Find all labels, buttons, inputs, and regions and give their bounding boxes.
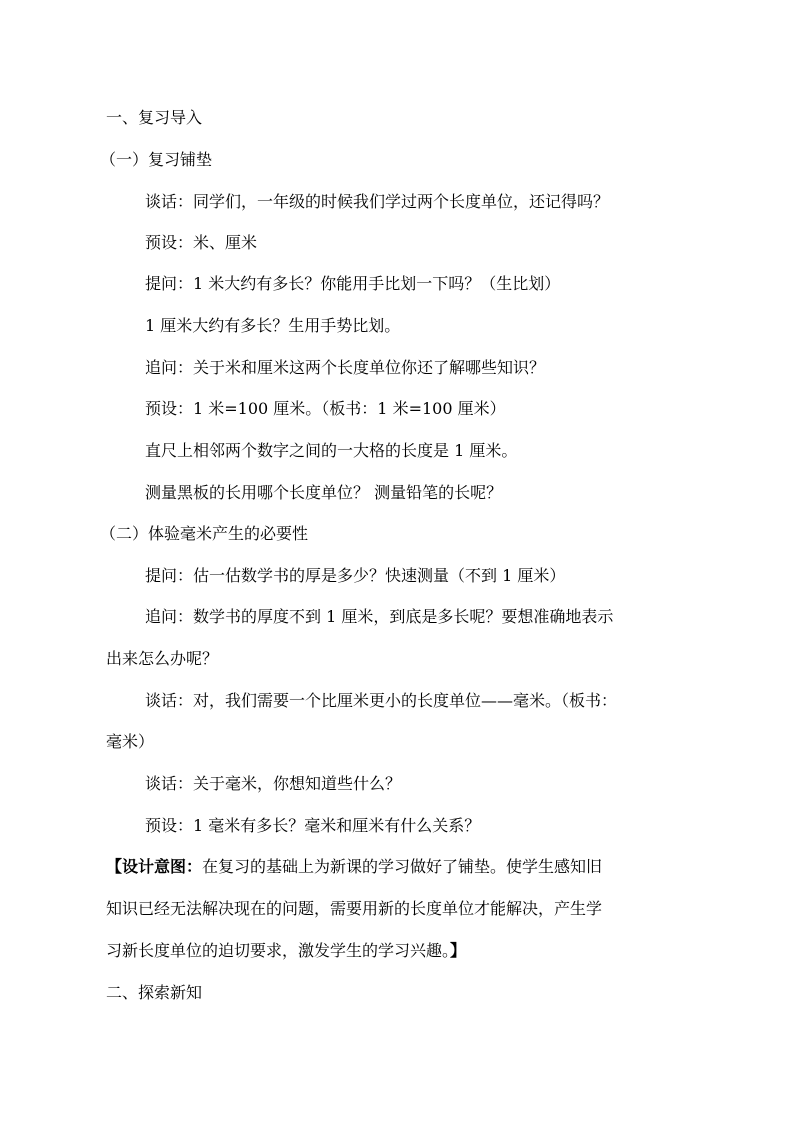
review-paragraph-5: 追问：关于米和厘米这两个长度单位你还了解哪些知识？ <box>145 358 546 377</box>
design-intent-label: 【设计意图： <box>106 857 203 876</box>
review-paragraph-4: 1 厘米大约有多长？生用手势比划。 <box>145 316 401 335</box>
experience-paragraph-2-line-1: 追问：数学书的厚度不到 1 厘米，到底是多长呢？要想准确地表示 <box>145 607 614 626</box>
experience-paragraph-2-line-2: 出来怎么办呢？ <box>106 649 219 668</box>
experience-paragraph-1: 提问：估一估数学书的厚是多少？快速测量（不到 1 厘米） <box>145 566 566 585</box>
review-paragraph-3: 提问：1 米大约有多长？你能用手比划一下吗？（生比划） <box>145 274 561 293</box>
design-intent-text-3: 习新长度单位的迫切要求，激发学生的学习兴趣。 <box>106 941 451 960</box>
experience-paragraph-5: 预设：1 毫米有多长？毫米和厘米有什么关系？ <box>145 816 481 835</box>
section-title-explore: 二、探索新知 <box>106 983 203 1002</box>
experience-paragraph-3-line-1: 谈话：对，我们需要一个比厘米更小的长度单位——毫米。（板书： <box>145 691 618 710</box>
design-intent-line-1 <box>106 855 690 879</box>
review-paragraph-7: 直尺上相邻两个数字之间的一大格的长度是 1 厘米。 <box>145 441 518 460</box>
review-paragraph-2: 预设：米、厘米 <box>145 233 258 252</box>
design-intent-text-1: 在复习的基础上为新课的学习做好了铺垫。使学生感知旧 <box>202 857 603 876</box>
subsection-title-review-groundwork: （一）复习铺垫 <box>100 150 213 169</box>
review-paragraph-1: 谈话：同学们，一年级的时候我们学过两个长度单位，还记得吗？ <box>145 192 610 211</box>
review-paragraph-8: 测量黑板的长用哪个长度单位？ 测量铅笔的长呢？ <box>145 483 503 502</box>
experience-paragraph-4: 谈话：关于毫米，你想知道些什么？ <box>145 774 402 793</box>
design-intent-close-bracket: 】 <box>450 941 467 960</box>
experience-paragraph-3-line-2: 毫米） <box>106 732 155 751</box>
review-paragraph-6: 预设：1 米=100 厘米。（板书：1 米=100 厘米） <box>145 399 506 418</box>
subsection-title-millimeter-necessity: （二）体验毫米产生的必要性 <box>100 524 309 543</box>
design-intent-line-2: 知识已经无法解决现在的问题，需要用新的长度单位才能解决，产生学 <box>106 899 603 918</box>
design-intent-line-3 <box>106 939 690 963</box>
section-title-review: 一、复习导入 <box>106 108 203 127</box>
